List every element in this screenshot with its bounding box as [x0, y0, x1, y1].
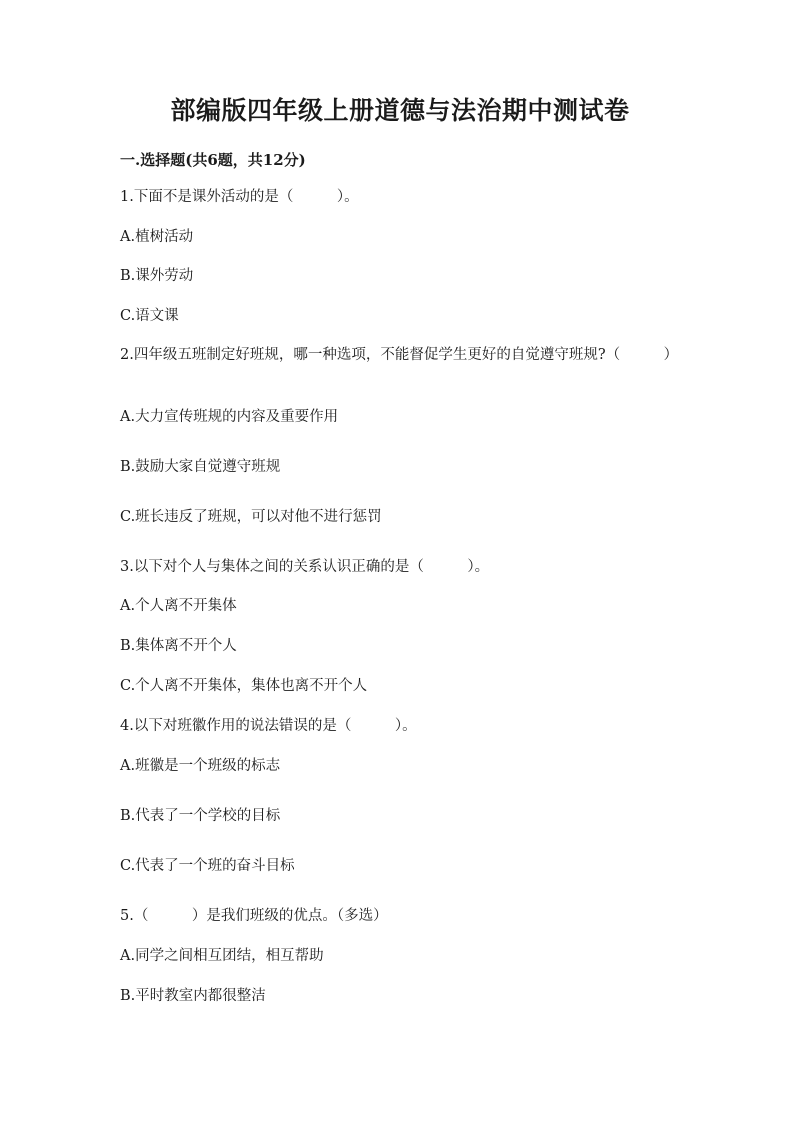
- question-3-stem: 3.以下对个人与集体之间的关系认识正确的是（ ）。: [120, 559, 490, 575]
- section-heading: 一.选择题(共6题，共12分): [120, 151, 306, 169]
- question-2-option-b: B.鼓励大家自觉遵守班规: [120, 459, 281, 475]
- question-5-option-b: B.平时教室内都很整洁: [120, 988, 266, 1004]
- question-3-option-a: A.个人离不开集体: [120, 598, 237, 614]
- question-2-option-c: C.班长违反了班规，可以对他不进行惩罚: [120, 509, 382, 525]
- question-5-stem: 5.（ ）是我们班级的优点。（多选）: [120, 908, 388, 924]
- question-3-option-b: B.集体离不开个人: [120, 638, 237, 654]
- question-1-option-b: B.课外劳动: [120, 268, 194, 284]
- question-4-stem: 4.以下对班徽作用的说法错误的是（ ）。: [120, 718, 417, 734]
- question-1-option-a: A.植树活动: [120, 229, 194, 245]
- question-4-option-a: A.班徽是一个班级的标志: [120, 758, 281, 774]
- question-5-option-a: A.同学之间相互团结，相互帮助: [120, 948, 324, 964]
- question-4-option-b: B.代表了一个学校的目标: [120, 808, 281, 824]
- question-4-option-c: C.代表了一个班的奋斗目标: [120, 858, 295, 874]
- page-title: 部编版四年级上册道德与法治期中测试卷: [170, 96, 630, 125]
- question-2-stem: 2.四年级五班制定好班规，哪一种选项，不能督促学生更好的自觉遵守班规?（ ）: [120, 347, 679, 363]
- question-1-option-c: C.语文课: [120, 308, 179, 324]
- question-1-stem: 1.下面不是课外活动的是（ ）。: [120, 189, 359, 205]
- question-2-option-a: A.大力宣传班规的内容及重要作用: [120, 409, 339, 425]
- question-3-option-c: C.个人离不开集体，集体也离不开个人: [120, 678, 368, 694]
